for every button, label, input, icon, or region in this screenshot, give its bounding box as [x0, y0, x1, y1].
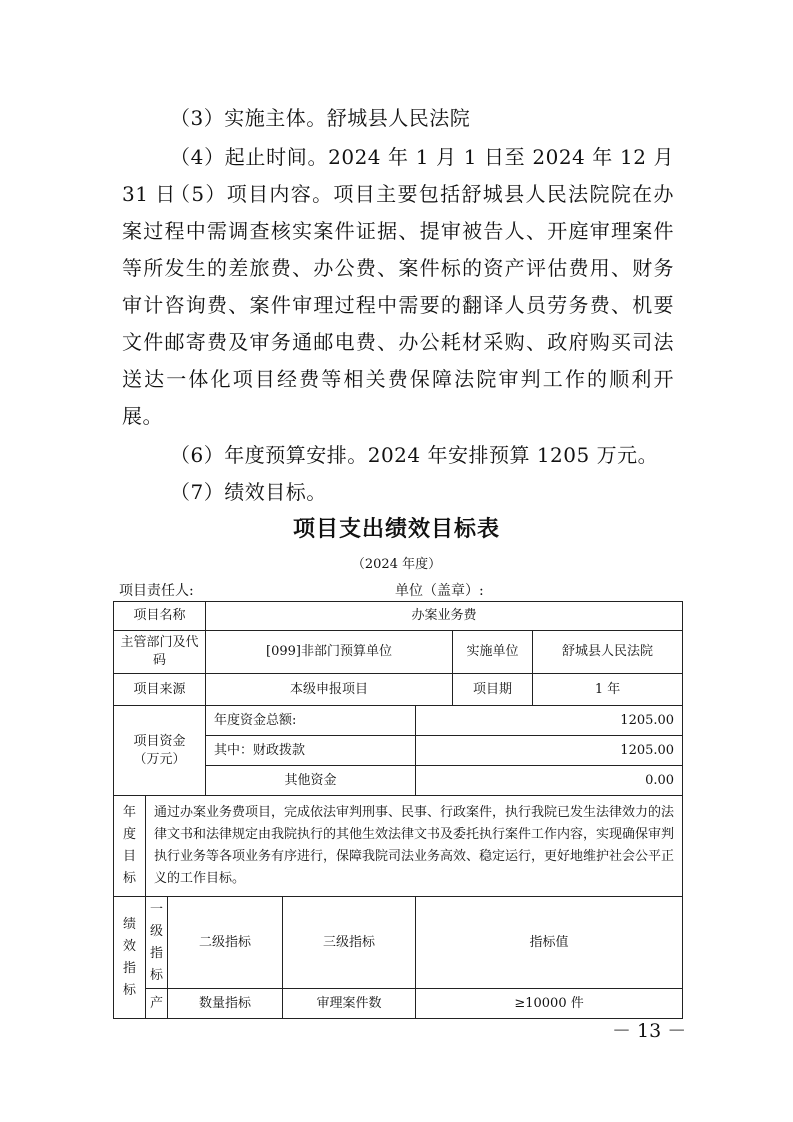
table-row — [114, 706, 683, 736]
responsible-person-label: 项目责任人: — [119, 583, 194, 599]
row-value: ≥10000 件 — [416, 989, 683, 1019]
paragraph-goal: （7）绩效目标。 — [170, 480, 327, 504]
fund-label — [114, 706, 206, 796]
performance-indicator-label — [114, 897, 146, 1019]
perf-label-char: 标 — [122, 982, 136, 998]
project-name-label: 项目名称 — [114, 602, 206, 631]
period-value: 1 年 — [533, 674, 683, 706]
level1-indicator-header — [146, 897, 168, 989]
performance-target-table — [113, 601, 683, 1019]
table-row — [114, 897, 683, 989]
unit-seal-label: 单位（盖章）: — [395, 583, 484, 599]
fund-other-label: 其他资金 — [206, 766, 416, 796]
page-number: － 13 － — [612, 1020, 687, 1042]
table-row — [114, 989, 683, 1019]
level1-char: 标 — [149, 967, 163, 983]
row-level2: 数量指标 — [168, 989, 283, 1019]
indicator-value-header: 指标值 — [416, 897, 683, 989]
perf-label-char: 绩 — [122, 916, 136, 932]
table-row — [114, 674, 683, 706]
table-row — [114, 602, 683, 631]
impl-unit-label: 实施单位 — [453, 631, 533, 674]
level3-indicator-header: 三级指标 — [283, 897, 416, 989]
perf-label-char: 效 — [122, 938, 136, 954]
goal-label-char: 标 — [122, 871, 136, 886]
period-label: 项目期 — [453, 674, 533, 706]
table-title: 项目支出绩效目标表 — [292, 517, 500, 542]
table-row — [114, 631, 683, 674]
paragraph-implementer: （3）实施主体。舒城县人民法院 — [170, 106, 471, 130]
level1-char: 指 — [149, 945, 163, 961]
perf-label-char: 指 — [122, 960, 136, 976]
annual-goal-label — [114, 796, 146, 897]
table-row — [114, 796, 683, 897]
row-level3: 审理案件数 — [283, 989, 416, 1019]
level2-indicator-header: 二级指标 — [168, 897, 283, 989]
annual-goal-text: 通过办案业务费项目，完成依法审判刑事、民事、行政案件，执行我院已发生法律效力的法律文书和法律规定由我院执行的其他生效法律文书及委托执行案件工作内容，实现确保审判执行业务等各项业务有序进行，保障我院司法业务高效、稳定运行，更好地维护社会公平正义的工作目标。 — [146, 796, 683, 897]
row-level1: 产 — [146, 989, 168, 1019]
dept-label: 主管部门及代码 — [114, 631, 206, 674]
goal-label-char: 目 — [122, 849, 136, 864]
dept-value: [099]非部门预算单位 — [206, 631, 453, 674]
source-label: 项目来源 — [114, 674, 206, 706]
paragraph-period: （4）起止时间。2024 年 1 月 1 日至 2024 年 12 月 31 日 — [122, 145, 674, 206]
fund-total-value: 1205.00 — [416, 706, 683, 736]
fund-fiscal-value: 1205.00 — [416, 736, 683, 766]
fund-label-line1: 项目资金 — [133, 733, 186, 749]
fund-fiscal-label: 其中：财政拨款 — [206, 736, 416, 766]
level1-char: 级 — [149, 923, 163, 939]
paragraph-budget: （6）年度预算安排。2024 年安排预算 1205 万元。 — [170, 443, 659, 467]
impl-unit-value: 舒城县人民法院 — [533, 631, 683, 674]
project-name-value: 办案业务费 — [206, 602, 683, 631]
table-subtitle: （2024 年度） — [351, 557, 442, 572]
source-value: 本级申报项目 — [206, 674, 453, 706]
fund-other-value: 0.00 — [416, 766, 683, 796]
fund-label-line2: （万元） — [133, 751, 186, 767]
level1-char: 一 — [149, 901, 163, 917]
paragraph-content: （5）项目内容。项目主要包括舒城县人民法院院在办案过程中需调查核实案件证据、提审被告人、开庭审理案件等所发生的差旅费、办公费、案件标的资产评估费用、财务审计咨询费、案件审理过程中需要的翻译人员劳务费、机要文件邮寄费及审务通邮电费、办公耗材采购、政府购买司法送达一体化项目经费等相关费保障法院审判工作的顺利开展。 — [122, 182, 674, 428]
fund-total-label: 年度资金总额: — [206, 706, 416, 736]
goal-label-char: 年 — [122, 805, 136, 820]
goal-label-char: 度 — [122, 827, 136, 842]
